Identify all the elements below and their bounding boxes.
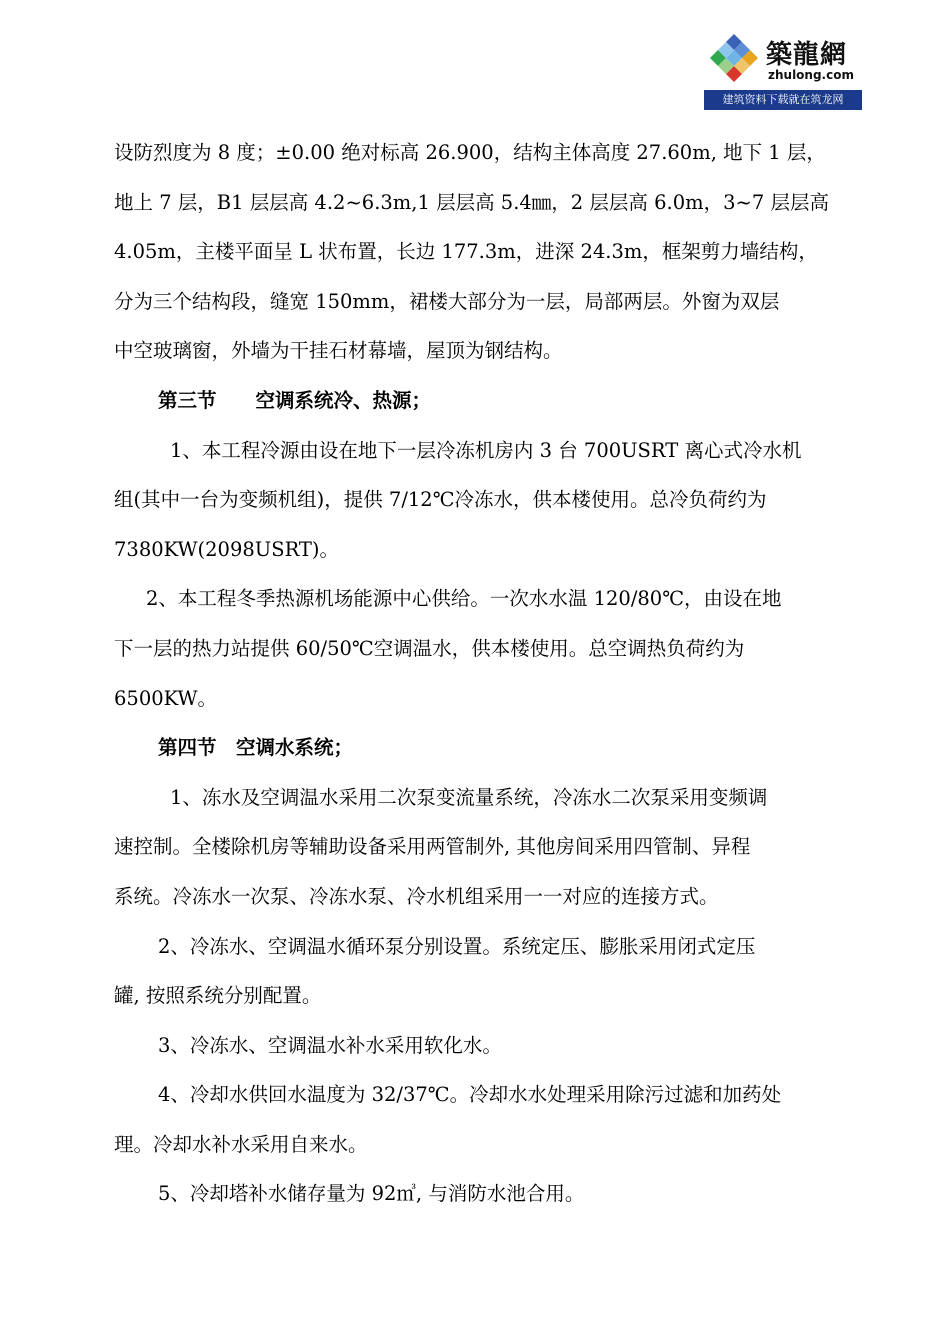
logo-banner: 建筑资料下载就在筑龙网 [704, 90, 862, 110]
logo-domain: zhulong.com [768, 68, 854, 82]
section-heading: 第三节 空调系统冷、热源； [158, 388, 432, 412]
text-line: 系统。冷冻水一次泵、冷冻水泵、冷水机组采用一一对应的连接方式。 [114, 884, 719, 908]
zhulong-emblem-icon [708, 32, 760, 84]
text-line: 3、冷冻水、空调温水补水采用软化水。 [158, 1033, 502, 1057]
text-line: 2、本工程冬季热源机场能源中心供给。一次水水温 120/80℃，由设在地 [146, 587, 782, 611]
text-line: 设防烈度为 8 度；±0.00 绝对标高 26.900，结构主体高度 27.60m, 地下 1 层， [114, 141, 826, 164]
text-line: 2、冷冻水、空调温水循环泵分别设置。系统定压、膨胀采用闭式定压 [158, 934, 756, 958]
text-line: 速控制。全楼除机房等辅助设备采用两管制外, 其他房间采用四管制、异程 [114, 835, 751, 859]
text-line: 分为三个结构段，缝宽 150mm，裙楼大部分为一层，局部两层。外窗为双层 [114, 289, 780, 313]
text-line: 5、冷却塔补水储存量为 92㎥, 与消防水池合用。 [158, 1182, 585, 1206]
text-line: 6500KW。 [114, 686, 218, 710]
text-line: 地上 7 层，B1 层层高 4.2~6.3m,1 层层高 5.4㎜，2 层层高 6.0m，3~7 层层高 [114, 190, 829, 214]
document-body [114, 128, 858, 1219]
section-heading: 第四节 空调水系统； [158, 736, 354, 760]
text-line: 4、冷却水供回水温度为 32/37℃。冷却水水处理采用除污过滤和加药处 [158, 1083, 782, 1107]
zhulong-logo [704, 28, 862, 110]
text-line: 1、本工程冷源由设在地下一层冷冻机房内 3 台 700USRT 离心式冷水机 [170, 438, 802, 462]
text-line: 下一层的热力站提供 60/50℃空调温水，供本楼使用。总空调热负荷约为 [114, 636, 745, 660]
text-line: 7380KW(2098USRT)。 [114, 537, 340, 561]
logo-name: 築龍網 [766, 40, 848, 70]
text-line: 理。冷却水补水采用自来水。 [114, 1132, 368, 1156]
text-line: 罐, 按照系统分别配置。 [114, 984, 322, 1008]
text-line: 中空玻璃窗，外墙为干挂石材幕墙，屋顶为钢结构。 [114, 339, 563, 363]
text-line: 组(其中一台为变频机组)，提供 7/12℃冷冻水，供本楼使用。总冷负荷约为 [114, 488, 767, 512]
text-line: 4.05m，主楼平面呈 L 状布置，长边 177.3m，进深 24.3m，框架剪力墙结构， [114, 240, 818, 264]
text-line: 1、冻水及空调温水采用二次泵变流量系统，冷冻水二次泵采用变频调 [170, 785, 768, 809]
